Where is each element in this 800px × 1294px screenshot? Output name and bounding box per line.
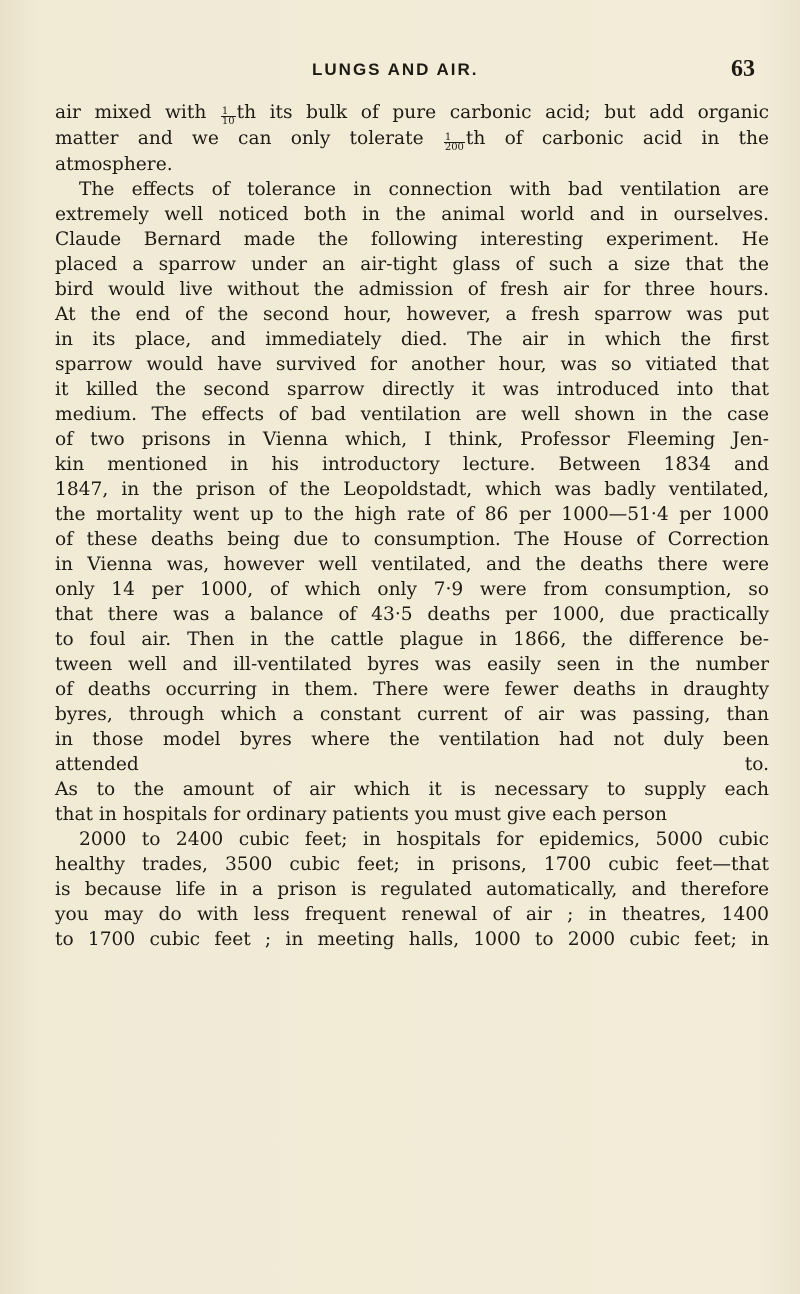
- text-line: atmosphere.: [55, 154, 173, 175]
- text-line: it killed the second sparrow directly it was introduced into that: [55, 379, 769, 400]
- text-line: in Vienna was, however well ventilated, and the deaths there were: [55, 554, 769, 575]
- text-line: sparrow would have survived for another hour, was so vitiated that: [55, 354, 769, 375]
- text-line: you may do with less frequent renewal of air ; in theatres, 1400: [55, 904, 769, 925]
- text-line: At the end of the second hour, however, a fresh sparrow was put: [55, 304, 769, 325]
- text-line: the mortality went up to the high rate of 86 per 1000—51·4 per 1000: [55, 504, 769, 525]
- fraction: $\frac{1}{200}$: [444, 132, 464, 153]
- text-line: 1847, in the prison of the Leopoldstadt, which was badly ventilated,: [55, 479, 769, 500]
- text-line: attended to.: [55, 754, 769, 775]
- page-number: 63: [731, 56, 755, 82]
- text-line: to 1700 cubic feet ; in meeting halls, 1000 to 2000 cubic feet; in: [55, 929, 769, 950]
- text-line: bird would live without the admission of fresh air for three hours.: [55, 279, 769, 300]
- text-line: byres, through which a constant current of air was passing, than: [55, 704, 769, 725]
- text-line: of two prisons in Vienna which, I think, Professor Fleeming Jen-: [55, 429, 769, 450]
- text-line: in its place, and immediately died. The air in which the first: [55, 329, 769, 350]
- text-line: that there was a balance of 43·5 deaths per 1000, due practically: [55, 604, 769, 625]
- text-line: kin mentioned in his introductory lecture. Between 1834 and: [55, 454, 769, 475]
- text-line: As to the amount of air which it is necessary to supply each: [55, 779, 769, 800]
- text-line: healthy trades, 3500 cubic feet; in prisons, 1700 cubic feet—that: [55, 854, 769, 875]
- running-head: LUNGS AND AIR.: [312, 60, 479, 79]
- text-line: extremely well noticed both in the animal world and in ourselves.: [55, 204, 769, 225]
- page-header: [0, 56, 800, 86]
- text-line: placed a sparrow under an air-tight glass of such a size that the: [55, 254, 769, 275]
- text-line: matter and we can only tolerate $\frac{1}{200}$ th of carbonic acid in the: [55, 128, 770, 153]
- text-line: The effects of tolerance in connection with bad ventilation are: [79, 179, 769, 200]
- text-line: of deaths occurring in them. There were fewer deaths in draughty: [55, 679, 769, 700]
- text-line: tween well and ill-ventilated byres was easily seen in the number: [55, 654, 769, 675]
- text-line: is because life in a prison is regulated automatically, and therefore: [55, 879, 769, 900]
- body-text: [55, 100, 769, 952]
- text-line: only 14 per 1000, of which only 7·9 were from consumption, so: [55, 579, 769, 600]
- text-line: Claude Bernard made the following interesting experiment. He: [55, 229, 769, 250]
- text-line: in those model byres where the ventilation had not duly been: [55, 729, 769, 750]
- fraction: $\frac{1}{10}$: [221, 106, 235, 127]
- text-line: of these deaths being due to consumption. The House of Correction: [55, 529, 769, 550]
- text-line: air mixed with $\frac{1}{10}$ th its bulk of pure carbonic acid; but add organic: [55, 102, 769, 127]
- text-line: 2000 to 2400 cubic feet; in hospitals for epidemics, 5000 cubic: [79, 829, 769, 850]
- text-line: medium. The effects of bad ventilation are well shown in the case: [55, 404, 769, 425]
- text-line: that in hospitals for ordinary patients you must give each person: [55, 804, 668, 825]
- text-line: to foul air. Then in the cattle plague in 1866, the difference be-: [55, 629, 769, 650]
